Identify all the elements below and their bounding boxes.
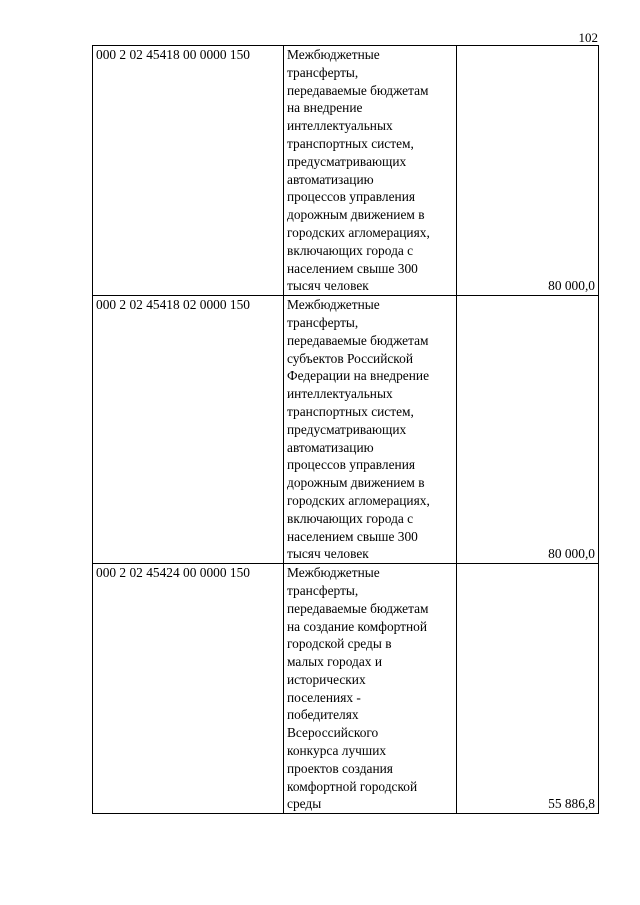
- description-line: трансферты,: [287, 314, 359, 330]
- description-line: Всероссийского: [287, 725, 379, 741]
- description-line: исторических: [287, 671, 366, 687]
- page-number: 102: [578, 30, 598, 45]
- description-line: конкурса лучших: [287, 743, 387, 759]
- description-line: малых городах и: [287, 654, 382, 670]
- description-cell: [284, 296, 457, 564]
- table-row: [93, 564, 599, 814]
- table-row: [93, 296, 599, 564]
- budget-code-cell: 000 2 02 45418 02 0000 150: [93, 296, 284, 564]
- description-line: транспортных систем,: [287, 135, 414, 151]
- budget-code-cell: 000 2 02 45424 00 0000 150: [93, 564, 284, 814]
- description-line: городской среды в: [287, 636, 392, 652]
- table-row: [93, 46, 599, 296]
- description-line: тысяч человек: [287, 278, 369, 294]
- table-body: [93, 46, 599, 814]
- description-line: включающих города с: [287, 510, 414, 526]
- description-line: передаваемые бюджетам: [287, 600, 429, 616]
- description-line: городских агломерациях,: [287, 492, 430, 508]
- description-line: поселениях -: [287, 689, 361, 705]
- description-line: Межбюджетные: [287, 297, 380, 313]
- description-line: передаваемые бюджетам: [287, 82, 429, 98]
- description-line: населением свыше 300: [287, 260, 418, 276]
- description-line: передаваемые бюджетам: [287, 332, 429, 348]
- description-line: включающих города с: [287, 242, 414, 258]
- budget-code-cell: 000 2 02 45418 00 0000 150: [93, 46, 284, 296]
- description-line: тысяч человек: [287, 546, 369, 562]
- description-line: интеллектуальных: [287, 386, 393, 402]
- description-cell: [284, 46, 457, 296]
- description-line: интеллектуальных: [287, 118, 393, 134]
- description-line: трансферты,: [287, 64, 359, 80]
- amount-cell: 80 000,0: [457, 296, 599, 564]
- description-line: населением свыше 300: [287, 528, 418, 544]
- description-line: дорожным движением в: [287, 207, 425, 223]
- amount-cell: 55 886,8: [457, 564, 599, 814]
- description-line: комфортной городской: [287, 778, 418, 794]
- description-line: субъектов Российской: [287, 350, 413, 366]
- description-line: предусматривающих: [287, 421, 407, 437]
- description-line: на внедрение: [287, 100, 363, 116]
- description-line: транспортных систем,: [287, 403, 414, 419]
- description-line: процессов управления: [287, 189, 416, 205]
- description-line: предусматривающих: [287, 153, 407, 169]
- description-line: трансферты,: [287, 582, 359, 598]
- description-line: победителях: [287, 707, 359, 723]
- description-cell: [284, 564, 457, 814]
- description-line: дорожным движением в: [287, 475, 425, 491]
- description-line: среды: [287, 796, 322, 812]
- amount-cell: 80 000,0: [457, 46, 599, 296]
- description-line: проектов создания: [287, 760, 393, 776]
- description-line: городских агломерациях,: [287, 224, 430, 240]
- description-line: автоматизацию: [287, 439, 374, 455]
- description-line: на создание комфортной: [287, 618, 428, 634]
- description-line: Федерации на внедрение: [287, 368, 430, 384]
- description-line: Межбюджетные: [287, 47, 380, 62]
- budget-table: [92, 45, 599, 814]
- description-line: Межбюджетные: [287, 565, 380, 581]
- description-line: автоматизацию: [287, 171, 374, 187]
- description-line: процессов управления: [287, 457, 416, 473]
